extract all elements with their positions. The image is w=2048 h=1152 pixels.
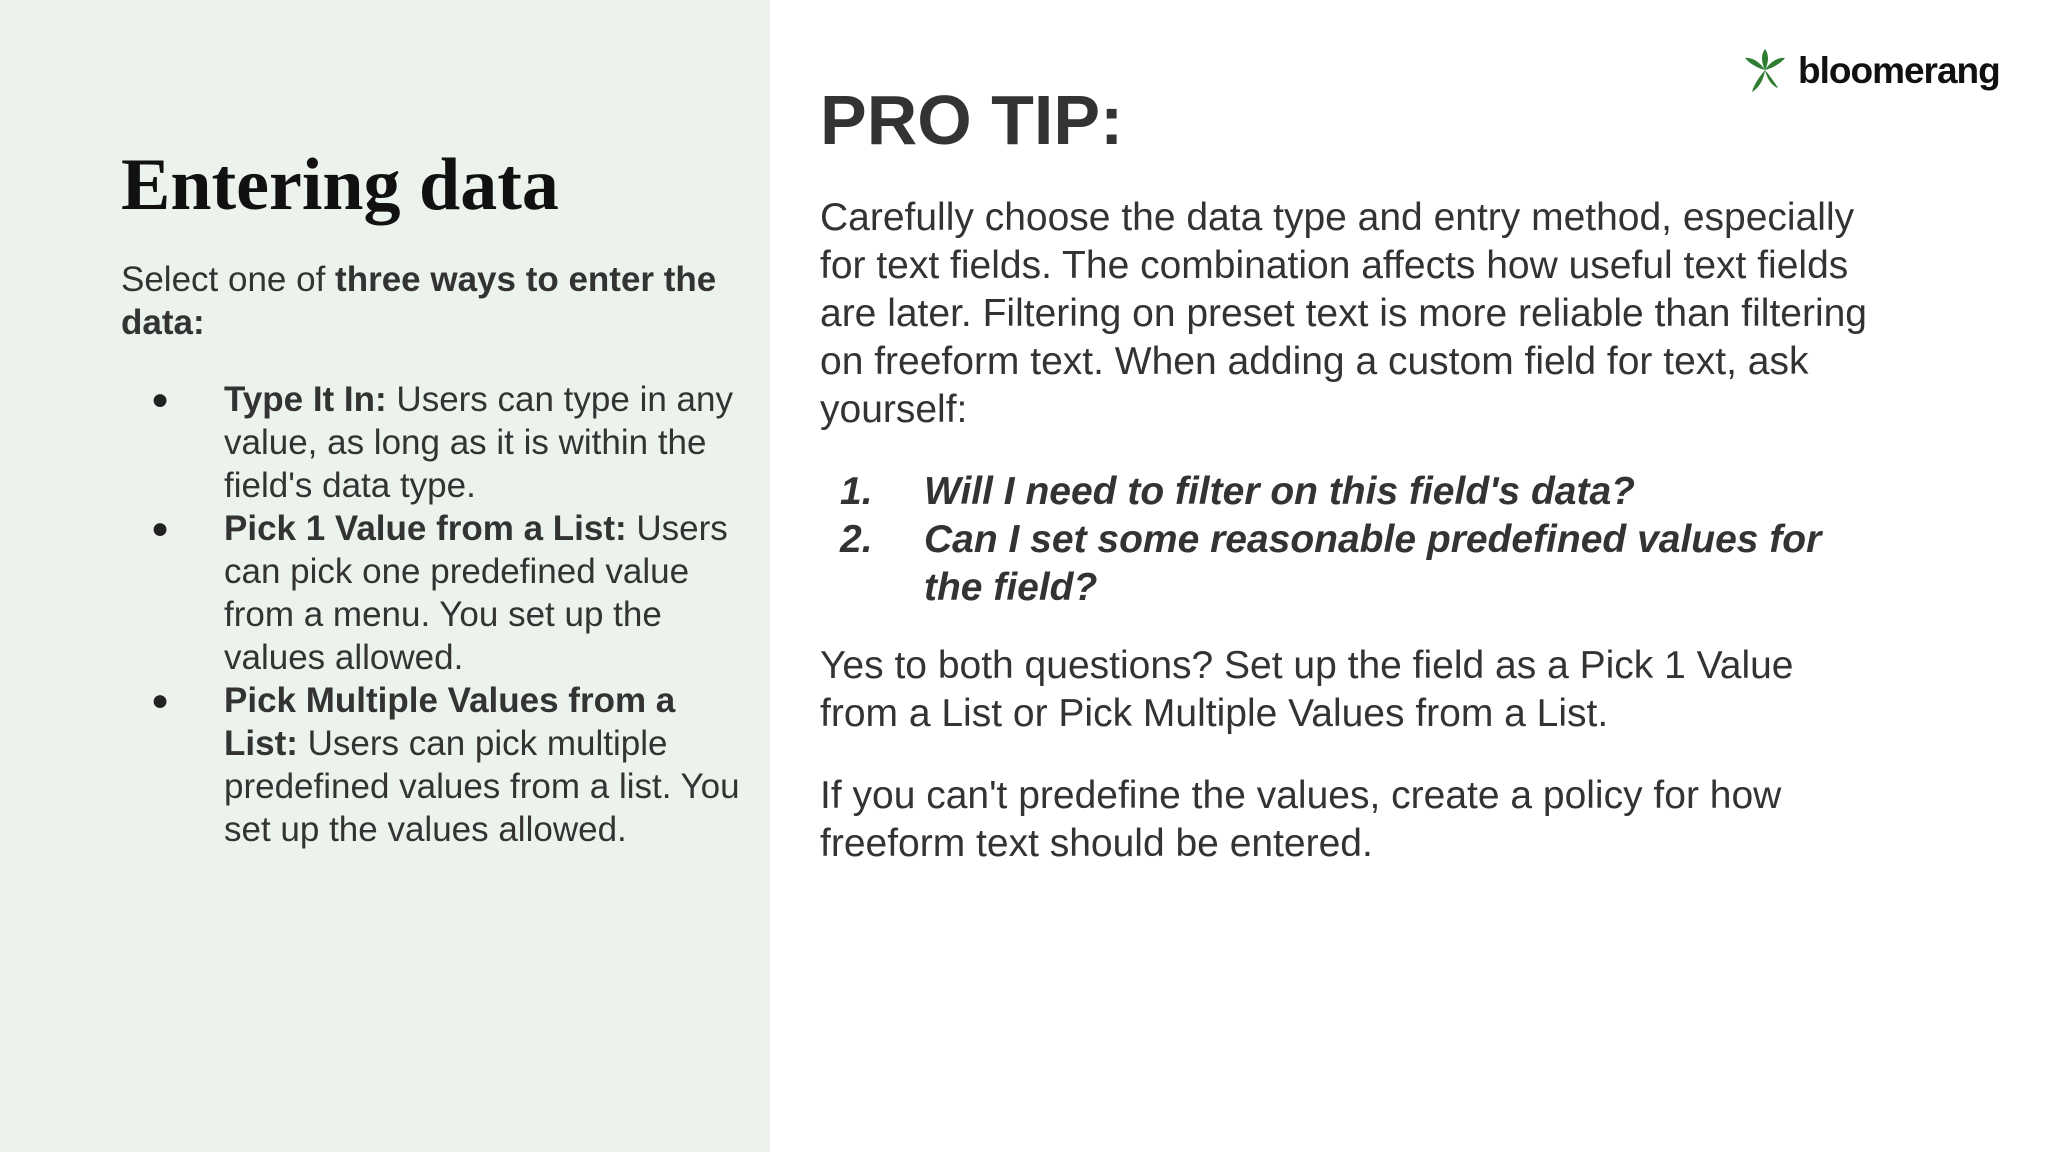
intro-text <box>121 258 721 344</box>
intro-bold: three ways to enter the data: <box>121 260 717 342</box>
list-item <box>121 378 741 507</box>
list-item <box>121 679 741 851</box>
policy-paragraph: If you can't predefine the values, create a policy for how freeform text should be entered. <box>820 774 1782 865</box>
list-item-text: Users can pick one predefined value from a menu. You set up the values allowed. <box>224 509 728 677</box>
question-number: 2. <box>840 518 873 561</box>
logo-text: bloomerang <box>1798 50 2000 91</box>
slide-title: Entering data <box>121 144 559 226</box>
bloomerang-leaf-icon <box>1742 48 1788 94</box>
list-item-label: Type It In: <box>224 380 387 419</box>
bullet-icon: ● <box>151 684 170 717</box>
left-panel <box>0 0 770 1152</box>
pro-tip-paragraph: Carefully choose the data type and entry method, especially for text fields. The combination affects how useful text fields are later. Filtering on preset text is more reliable than filtering on freeform text. When adding a custom field for text, ask yourself: <box>820 196 1868 431</box>
list-item-label: Pick 1 Value from a List: <box>224 509 627 548</box>
list-item <box>121 507 741 679</box>
bullet-icon: ● <box>151 512 170 545</box>
list-item-label: Pick Multiple Values from a List: <box>224 681 676 763</box>
entry-methods-list <box>121 378 741 851</box>
question-item <box>820 468 1880 516</box>
pro-tip-title: PRO TIP: <box>820 81 1124 159</box>
intro-plain: Select one of <box>121 260 336 299</box>
list-item-text: Users can pick multiple predefined values from a list. You set up the values allowed. <box>224 724 740 849</box>
question-number: 1. <box>840 470 873 513</box>
bullet-icon: ● <box>151 383 170 416</box>
questions-list <box>820 468 1880 612</box>
question-text: Can I set some reasonable predefined values for the field? <box>924 518 1822 609</box>
list-item-text: Users can type in any value, as long as it is within the field's data type. <box>224 380 733 505</box>
question-item <box>820 516 1880 612</box>
question-text: Will I need to filter on this field's data? <box>924 470 1635 513</box>
yes-answer-paragraph: Yes to both questions? Set up the field as a Pick 1 Value from a List or Pick Multiple Values from a List. <box>820 644 1794 735</box>
bloomerang-logo <box>1742 48 2000 94</box>
